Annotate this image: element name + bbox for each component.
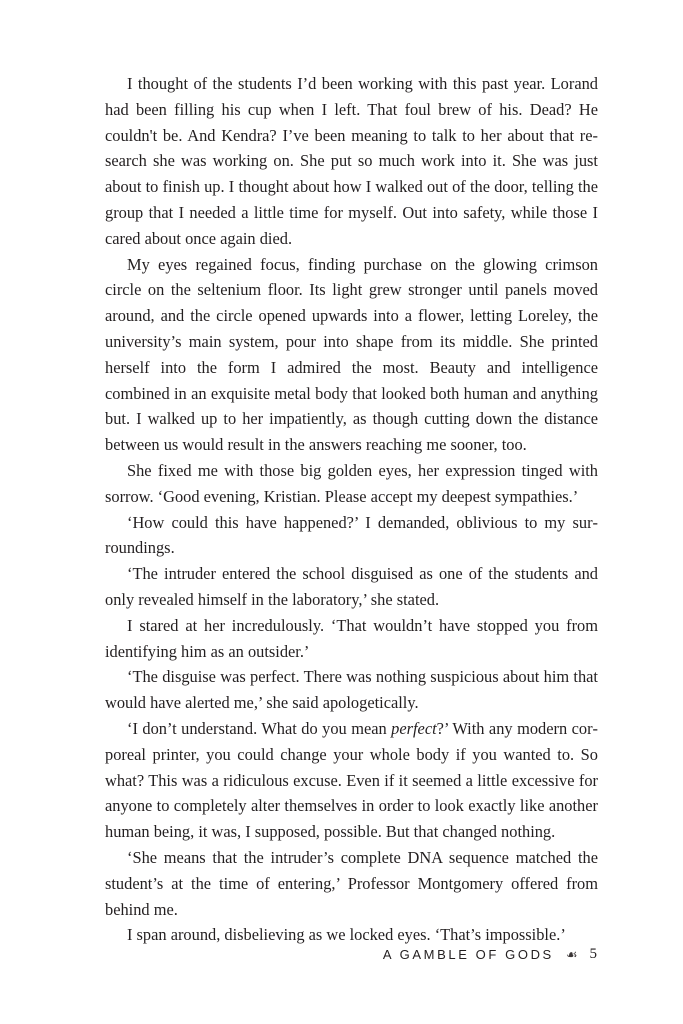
page-number: 5 xyxy=(589,946,597,962)
paragraph: I span around, disbelieving as we locked eyes. ‘That’s impossible.’ xyxy=(127,925,566,945)
paragraph-text: ‘I don’t understand. What do you mean xyxy=(127,718,392,738)
emphasized-word: perfect xyxy=(391,718,437,738)
paragraph: ‘She means that the intruder’s complete DNA sequence matched the student’s at the time of entering,’ Professor Montgomery offered from behind me. xyxy=(105,847,598,919)
paragraph: ‘The disguise was perfect. There was nothing suspicious about him that would have alerted me,’ she said apologetically. xyxy=(105,667,598,713)
leaf-ornament-icon: ☙ xyxy=(565,946,578,962)
paragraph: I stared at her incredulously. ‘That wouldn’t have stopped you from identifying him as an outsider.’ xyxy=(105,615,598,661)
paragraph-with-emphasis xyxy=(105,716,598,845)
paragraph: ‘The intruder entered the school disguised as one of the students and only revealed himself in the laboratory,’ she stated. xyxy=(105,564,598,609)
paragraph: She fixed me with those big golden eyes, her expression tinged with sorrow. ‘Good evening, Kristian. Please accept my deepest sympathies.’ xyxy=(105,460,598,506)
paragraph: I thought of the students I’d been working with this past year. Lorand had been filling his cup when I left. That foul brew of his. Dead? He couldn't be. And Kendra? I’ve been meaning to talk to her about that research she was working on. She put so much work into it. She was just about to finish up. I thought about how I walked out of the door, telling the group that I needed a little time for myself. Out into safety, while those I cared about once again died. xyxy=(105,74,598,248)
paragraph: ‘How could this have happened?’ I demanded, oblivious to my surroundings. xyxy=(105,512,598,558)
running-title: A GAMBLE OF GODS xyxy=(382,947,554,962)
page-footer xyxy=(383,946,597,963)
paragraph: My eyes regained focus, finding purchase on the glowing crimson circle on the seltenium floor. Its light grew stronger until panels moved around, and the circle opened upwards into a flower, letting Loreley, the university’s main system, pour into shape from its middle. She printed herself into the form I admired the most. Beauty and intelligence combined in an exquisite metal body that looked both human and anything but. I walked up to her impatiently, as though cutting down the distance between us would result in the answers reaching me sooner, too. xyxy=(105,254,598,455)
body-text xyxy=(105,71,598,948)
paragraph-text: ?’ With any modern corporeal printer, you could change your whole body if you wanted to. So what? This was a ridiculous excuse. Even if it seemed a little excessive for anyone to completely alter themselves in order to look exactly like another human being, it was, I supposed, possible. But that changed nothing. xyxy=(105,718,598,842)
